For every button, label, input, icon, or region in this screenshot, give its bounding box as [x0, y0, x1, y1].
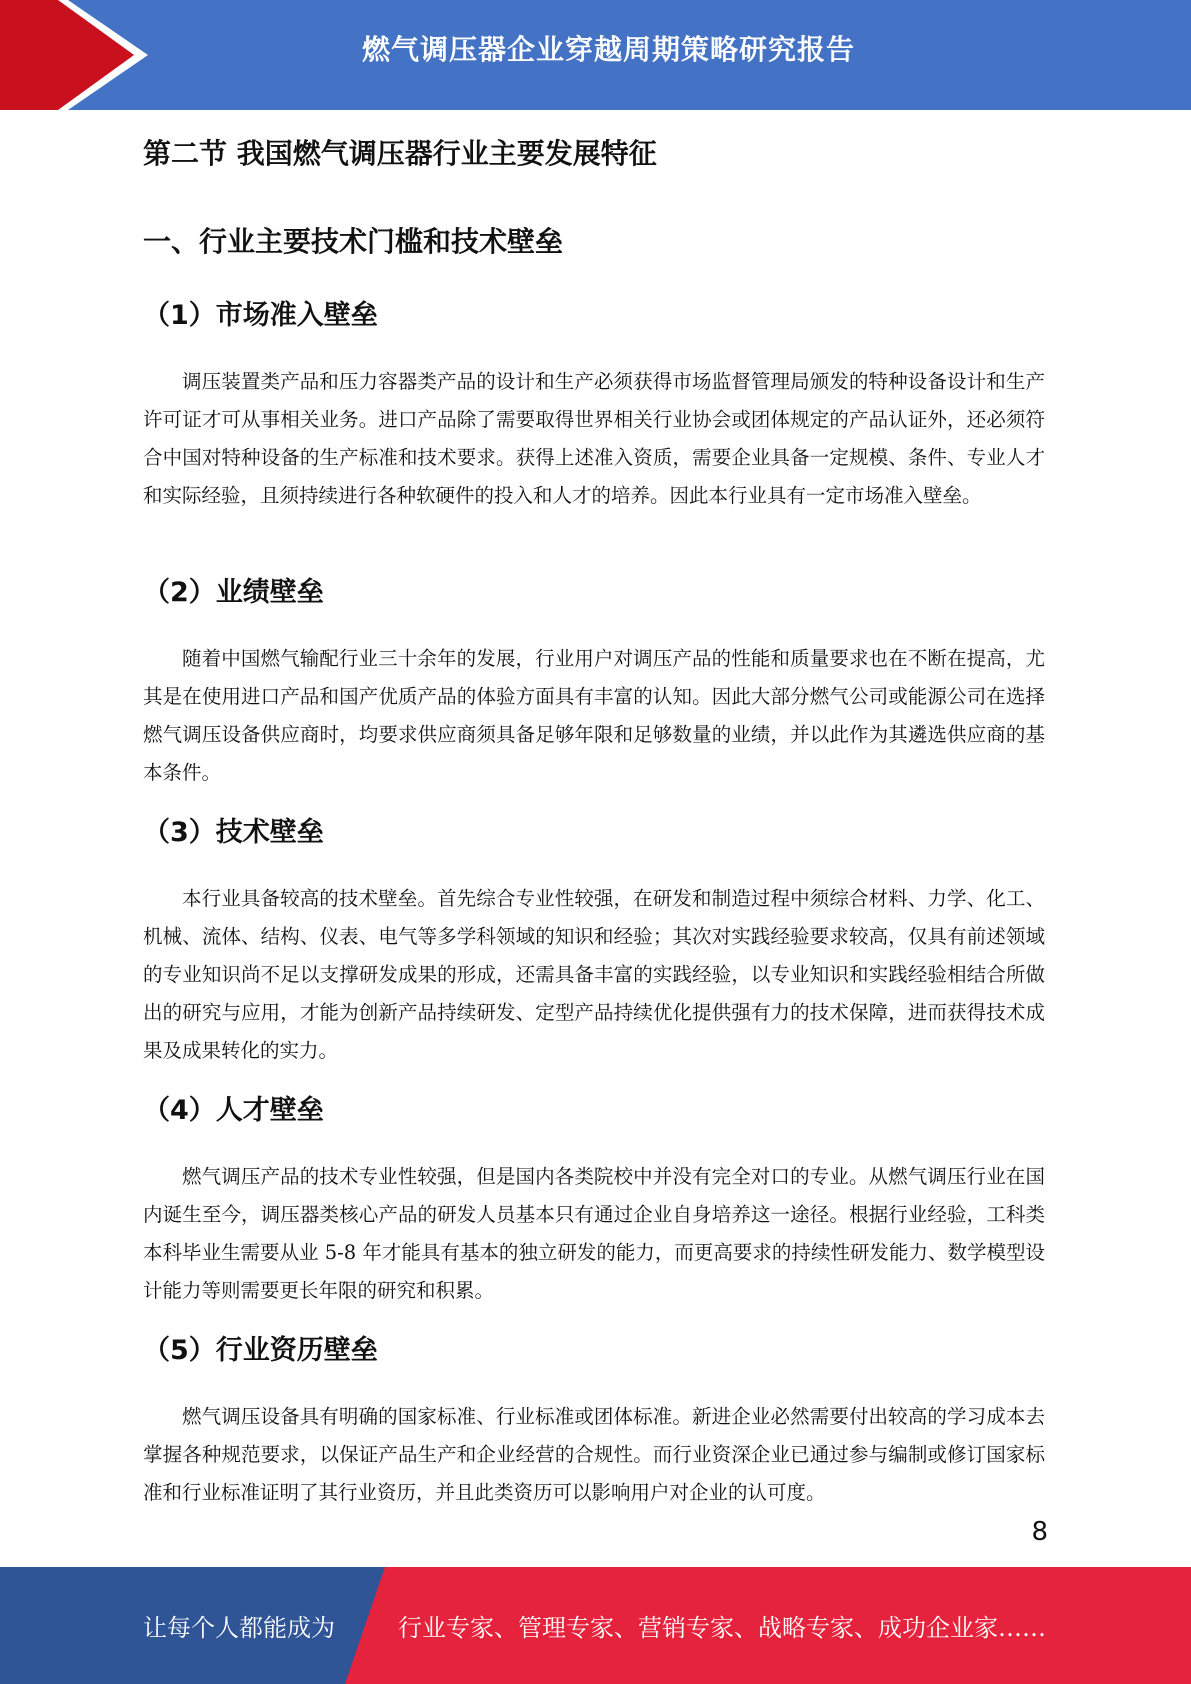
- paragraph-talent: 燃气调压产品的技术专业性较强，但是国内各类院校中并没有完全对口的专业。从燃气调压行业在国内诞生至今，调压器类核心产品的研发人员基本只有通过企业自身培养这一途径。根据行业经验，工科类本科毕业生需要从业 5-8 年才能具有基本的独立研发的能力，而更高要求的持续性研发能力、数学模型设计能力等则需要更长年限的研究和积累。: [143, 1165, 1045, 1302]
- part-title: 一、行业主要技术门槛和技术壁垒: [143, 225, 564, 258]
- subsection-title-qualification: （5）行业资历壁垒: [143, 1335, 378, 1366]
- paragraph-qualification: 燃气调压设备具有明确的国家标准、行业标准或团体标准。新进企业必然需要付出较高的学习成本去掌握各种规范要求，以保证产品生产和企业经营的合规性。而行业资深企业已通过参与编制或修订国家标准和行业标准证明了其行业资历，并且此类资历可以影响用户对企业的认可度。: [143, 1405, 1045, 1504]
- subsection-title-technology: （3）技术壁垒: [143, 817, 324, 848]
- footer-slogan-left: 让每个人都能成为: [143, 1614, 335, 1642]
- subsection-title-market-access: （1）市场准入壁垒: [143, 300, 378, 331]
- page-footer: [0, 1567, 1191, 1684]
- page-number: 8: [1031, 1517, 1048, 1547]
- paragraph-performance: 随着中国燃气输配行业三十余年的发展，行业用户对调压产品的性能和质量要求也在不断在提高，尤其是在使用进口产品和国产优质产品的体验方面具有丰富的认知。因此大部分燃气公司或能源公司在选择燃气调压设备供应商时，均要求供应商须具备足够年限和足够数量的业绩，并以此作为其遴选供应商的基本条件。: [143, 647, 1045, 784]
- paragraph-market-access: 调压装置类产品和压力容器类产品的设计和生产必须获得市场监督管理局颁发的特种设备设计和生产许可证才可从事相关业务。进口产品除了需要取得世界相关行业协会或团体规定的产品认证外，还必须符合中国对特种设备的生产标准和技术要求。获得上述准入资质，需要企业具备一定规模、条件、专业人才和实际经验，且须持续进行各种软硬件的投入和人才的培养。因此本行业具有一定市场准入壁垒。: [143, 370, 1045, 507]
- footer-slogan-right: 行业专家、管理专家、营销专家、战略专家、成功企业家……: [398, 1614, 1046, 1642]
- subsection-title-talent: （4）人才壁垒: [143, 1095, 324, 1126]
- paragraph-technology: 本行业具备较高的技术壁垒。首先综合专业性较强，在研发和制造过程中须综合材料、力学、化工、机械、流体、结构、仪表、电气等多学科领域的知识和经验；其次对实践经验要求较高，仅具有前述领域的专业知识尚不足以支撑研发成果的形成，还需具备丰富的实践经验，以专业知识和实践经验相结合所做出的研究与应用，才能为创新产品持续研发、定型产品持续优化提供强有力的技术保障，进而获得技术成果及成果转化的实力。: [143, 887, 1045, 1062]
- page-header: [0, 0, 1191, 110]
- subsection-title-performance: （2）业绩壁垒: [143, 577, 324, 608]
- section-title: 第二节 我国燃气调压器行业主要发展特征: [143, 137, 657, 170]
- report-title: 燃气调压器企业穿越周期策略研究报告: [361, 33, 855, 66]
